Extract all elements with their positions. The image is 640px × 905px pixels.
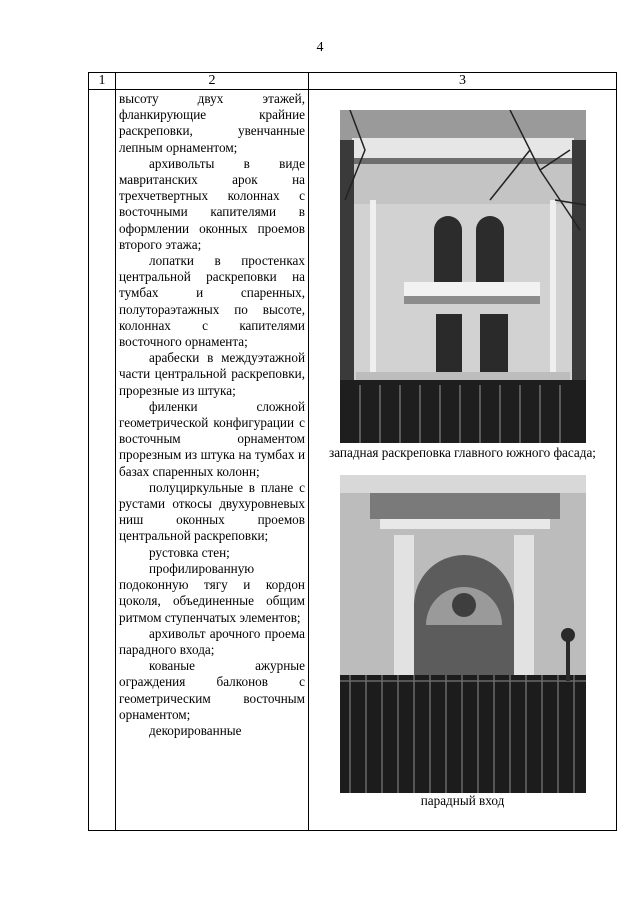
description-item: высоту двух этажей, фланкирующие крайние раскреповки, увенчанные лепным орнаментом; bbox=[119, 91, 305, 155]
monument-elements-table bbox=[88, 72, 617, 831]
description-item: арабески в междуэтажной части центральной раскреповки, прорезные из штука; bbox=[119, 350, 305, 398]
description-item: рустовка стен; bbox=[149, 544, 230, 560]
facade-west-photo bbox=[340, 110, 586, 443]
description-item: декорированные bbox=[149, 722, 242, 738]
column-header-2: 2 bbox=[116, 73, 309, 90]
description-item: архивольт арочного проема парадного входа; bbox=[119, 625, 305, 657]
description-cell bbox=[116, 90, 309, 831]
description-item: лопатки в простенках центральной раскреповки на тумбах и спаренных, полутораэтажных по высоте, колоннах с капителями восточного орнамента; bbox=[119, 253, 305, 350]
description-item: кованые ажурные ограждения балконов с геометрическим восточным орнаментом; bbox=[119, 658, 305, 722]
main-entrance-photo bbox=[340, 475, 586, 793]
photo-cell bbox=[309, 90, 617, 831]
photo-caption-facade: западная раскреповка главного южного фасада; bbox=[329, 445, 596, 460]
description-item: полуциркульные в плане с рустами откосы двухуровневых ниш оконных проемов центральной раскреповки; bbox=[119, 479, 305, 544]
number-cell bbox=[89, 90, 116, 831]
description-item: филенки сложной геометрической конфигурации с восточным орнаментом прорезным из штука на тумбах и базах спаренных колонн; bbox=[119, 398, 305, 479]
column-header-3: 3 bbox=[309, 73, 617, 90]
description-item: профилированную подоконную тягу и кордон цоколя, объединенные общим ритмом ступенчатых элементов; bbox=[119, 560, 305, 625]
photo-caption-entrance: парадный вход bbox=[420, 793, 505, 808]
table-header-row bbox=[89, 73, 617, 90]
page-number: 4 bbox=[316, 40, 324, 55]
column-header-1: 1 bbox=[89, 73, 116, 90]
table-body-row bbox=[89, 90, 617, 831]
description-item: архивольты в виде мавританских арок на трехчетвертных колоннах с восточными капителями в оформлении оконных проемов второго этажа; bbox=[119, 155, 305, 252]
